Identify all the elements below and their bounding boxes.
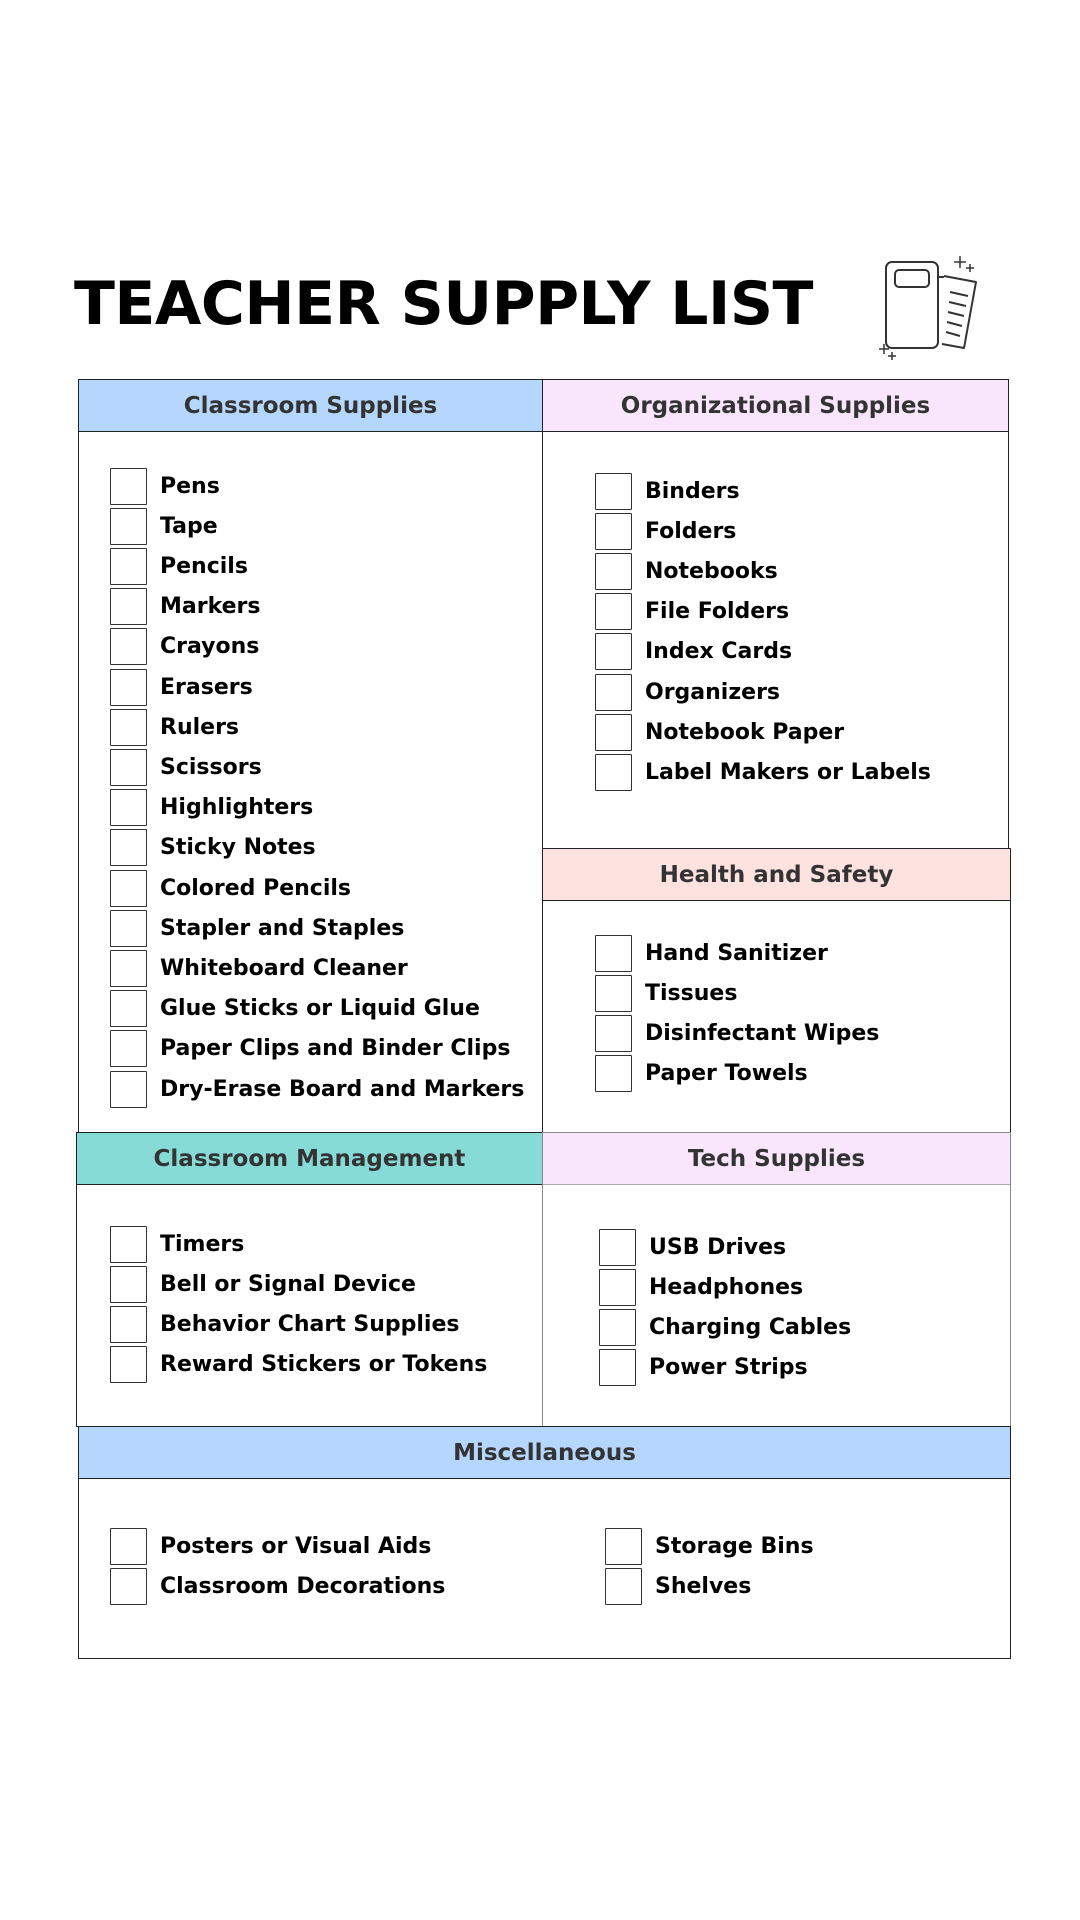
checklist-item — [110, 747, 262, 787]
checkbox[interactable] — [595, 674, 632, 711]
checklist-item-label: Sticky Notes — [160, 835, 316, 861]
checkbox[interactable] — [595, 473, 632, 510]
checkbox[interactable] — [599, 1309, 636, 1346]
checklist-item-label: Pens — [160, 473, 220, 499]
checklist-item — [110, 506, 218, 546]
notebook-icon — [878, 252, 990, 362]
checklist-item-label: Whiteboard Cleaner — [160, 955, 408, 981]
checkbox[interactable] — [110, 1528, 147, 1565]
checkbox[interactable] — [595, 935, 632, 972]
checklist-item — [110, 546, 248, 586]
checklist-item — [110, 788, 313, 828]
checkbox[interactable] — [110, 508, 147, 545]
checklist-item — [599, 1348, 808, 1388]
checklist-item — [595, 1054, 808, 1094]
checkbox[interactable] — [110, 990, 147, 1027]
checklist-item — [110, 1304, 459, 1344]
checklist-item-label: Hand Sanitizer — [645, 940, 828, 966]
checkbox[interactable] — [110, 1030, 147, 1067]
checklist-item — [110, 908, 404, 948]
checklist-item — [595, 471, 740, 511]
checkbox[interactable] — [110, 1306, 147, 1343]
classroom-management-header: Classroom Management — [77, 1133, 542, 1185]
checkbox[interactable] — [110, 1071, 147, 1108]
checkbox[interactable] — [110, 910, 147, 947]
checklist-item-label: Paper Clips and Binder Clips — [160, 1036, 511, 1062]
checklist-item — [595, 973, 737, 1013]
checklist-item-label: Index Cards — [645, 639, 793, 665]
checkbox[interactable] — [595, 714, 632, 751]
checklist-item-label: USB Drives — [649, 1234, 787, 1260]
tech-supplies-header: Tech Supplies — [543, 1133, 1010, 1185]
checkbox[interactable] — [595, 975, 632, 1012]
checklist-item — [110, 948, 408, 988]
tech-supplies-section — [542, 1132, 1011, 1427]
checklist-item — [110, 627, 259, 667]
checklist-item-label: Stapler and Staples — [160, 915, 405, 941]
checklist-item — [595, 752, 931, 792]
checkbox[interactable] — [110, 829, 147, 866]
checklist-item-label: Timers — [160, 1231, 245, 1257]
checkbox[interactable] — [599, 1229, 636, 1266]
checklist-item-label: Bell or Signal Device — [160, 1271, 416, 1297]
checklist-item — [110, 1224, 244, 1264]
checklist-item — [595, 592, 789, 632]
checkbox[interactable] — [110, 1226, 147, 1263]
checklist-item — [595, 712, 844, 752]
checklist-item — [605, 1566, 751, 1606]
checkbox[interactable] — [110, 789, 147, 826]
checkbox[interactable] — [595, 553, 632, 590]
checklist-item-label: Shelves — [655, 1573, 752, 1599]
checkbox[interactable] — [595, 593, 632, 630]
checkbox[interactable] — [599, 1349, 636, 1386]
checkbox[interactable] — [110, 870, 147, 907]
checkbox[interactable] — [595, 754, 632, 791]
checklist-item-label: Charging Cables — [649, 1314, 852, 1340]
checkbox[interactable] — [605, 1568, 642, 1605]
checkbox[interactable] — [110, 548, 147, 585]
checklist-item — [110, 1069, 524, 1109]
checkbox[interactable] — [605, 1528, 642, 1565]
checklist-item-label: Glue Sticks or Liquid Glue — [160, 996, 480, 1022]
classroom-supplies-section — [78, 379, 543, 1133]
checklist-item-label: Erasers — [160, 674, 253, 700]
checklist-item — [110, 1526, 431, 1566]
checkbox[interactable] — [110, 669, 147, 706]
checklist-item — [110, 1264, 416, 1304]
checkbox[interactable] — [110, 588, 147, 625]
checklist-item — [110, 466, 220, 506]
checklist-item-label: Storage Bins — [655, 1533, 814, 1559]
checklist-item-label: Colored Pencils — [160, 875, 352, 901]
checklist-item — [599, 1307, 851, 1347]
checklist-item — [110, 868, 351, 908]
health-safety-header: Health and Safety — [543, 849, 1010, 901]
checklist-item-label: Folders — [645, 518, 737, 544]
checklist-item-label: Tape — [160, 513, 218, 539]
checklist-item-label: Crayons — [160, 634, 260, 660]
organizational-supplies-section — [542, 379, 1009, 849]
checklist-item-label: Classroom Decorations — [160, 1573, 446, 1599]
checklist-item-label: Behavior Chart Supplies — [160, 1311, 460, 1337]
checklist-item-label: Markers — [160, 594, 261, 620]
checkbox[interactable] — [110, 1568, 147, 1605]
checklist-item-label: Pencils — [160, 553, 248, 579]
miscellaneous-section — [78, 1426, 1011, 1659]
checklist-item — [110, 1345, 487, 1385]
checklist-item — [110, 1566, 445, 1606]
checklist-item-label: Posters or Visual Aids — [160, 1533, 432, 1559]
checklist-item-label: Highlighters — [160, 795, 314, 821]
checklist-item — [110, 828, 316, 868]
checkbox[interactable] — [595, 513, 632, 550]
checklist-item-label: Dry-Erase Board and Markers — [160, 1076, 525, 1102]
checkbox[interactable] — [595, 633, 632, 670]
checklist-item-label: Power Strips — [649, 1355, 808, 1381]
checklist-item — [595, 551, 778, 591]
organizational-supplies-header: Organizational Supplies — [543, 380, 1008, 432]
checkbox[interactable] — [110, 468, 147, 505]
checklist-item — [599, 1267, 803, 1307]
checklist-item-label: Rulers — [160, 714, 240, 740]
checklist-item — [605, 1526, 814, 1566]
classroom-supplies-header: Classroom Supplies — [79, 380, 542, 432]
checklist-item-label: Headphones — [649, 1274, 804, 1300]
checklist-item-label: Notebooks — [645, 558, 778, 584]
checklist-item-label: Paper Towels — [645, 1061, 808, 1087]
checkbox[interactable] — [595, 1055, 632, 1092]
checklist-item — [110, 587, 261, 627]
checklist-item — [595, 632, 792, 672]
checklist-item-label: Organizers — [645, 679, 781, 705]
checkbox[interactable] — [110, 709, 147, 746]
checklist-item — [595, 672, 780, 712]
checklist-item-label: Binders — [645, 478, 740, 504]
checklist-item-label: Disinfectant Wipes — [645, 1020, 880, 1046]
checkbox[interactable] — [595, 1015, 632, 1052]
checklist-item — [595, 933, 828, 973]
checklist-item — [595, 511, 736, 551]
miscellaneous-header: Miscellaneous — [79, 1427, 1010, 1479]
checklist-item-label: File Folders — [645, 599, 790, 625]
checklist-item — [110, 1029, 510, 1069]
checklist-item-label: Scissors — [160, 754, 262, 780]
checklist-item — [110, 989, 480, 1029]
checkbox[interactable] — [110, 1346, 147, 1383]
checkbox[interactable] — [599, 1269, 636, 1306]
checklist-item-label: Reward Stickers or Tokens — [160, 1352, 488, 1378]
checkbox[interactable] — [110, 950, 147, 987]
checklist-item-label: Label Makers or Labels — [645, 759, 931, 785]
page-title: TEACHER SUPPLY LIST — [74, 269, 813, 339]
checklist-item-label: Tissues — [645, 980, 738, 1006]
health-safety-section — [542, 848, 1011, 1133]
checklist-item — [110, 707, 239, 747]
checklist-item — [599, 1227, 786, 1267]
checklist-item-label: Notebook Paper — [645, 719, 845, 745]
checklist-item — [110, 667, 253, 707]
checkbox[interactable] — [110, 628, 147, 665]
checklist-item — [595, 1013, 879, 1053]
checkbox[interactable] — [110, 1266, 147, 1303]
classroom-management-section — [76, 1132, 543, 1427]
checkbox[interactable] — [110, 749, 147, 786]
